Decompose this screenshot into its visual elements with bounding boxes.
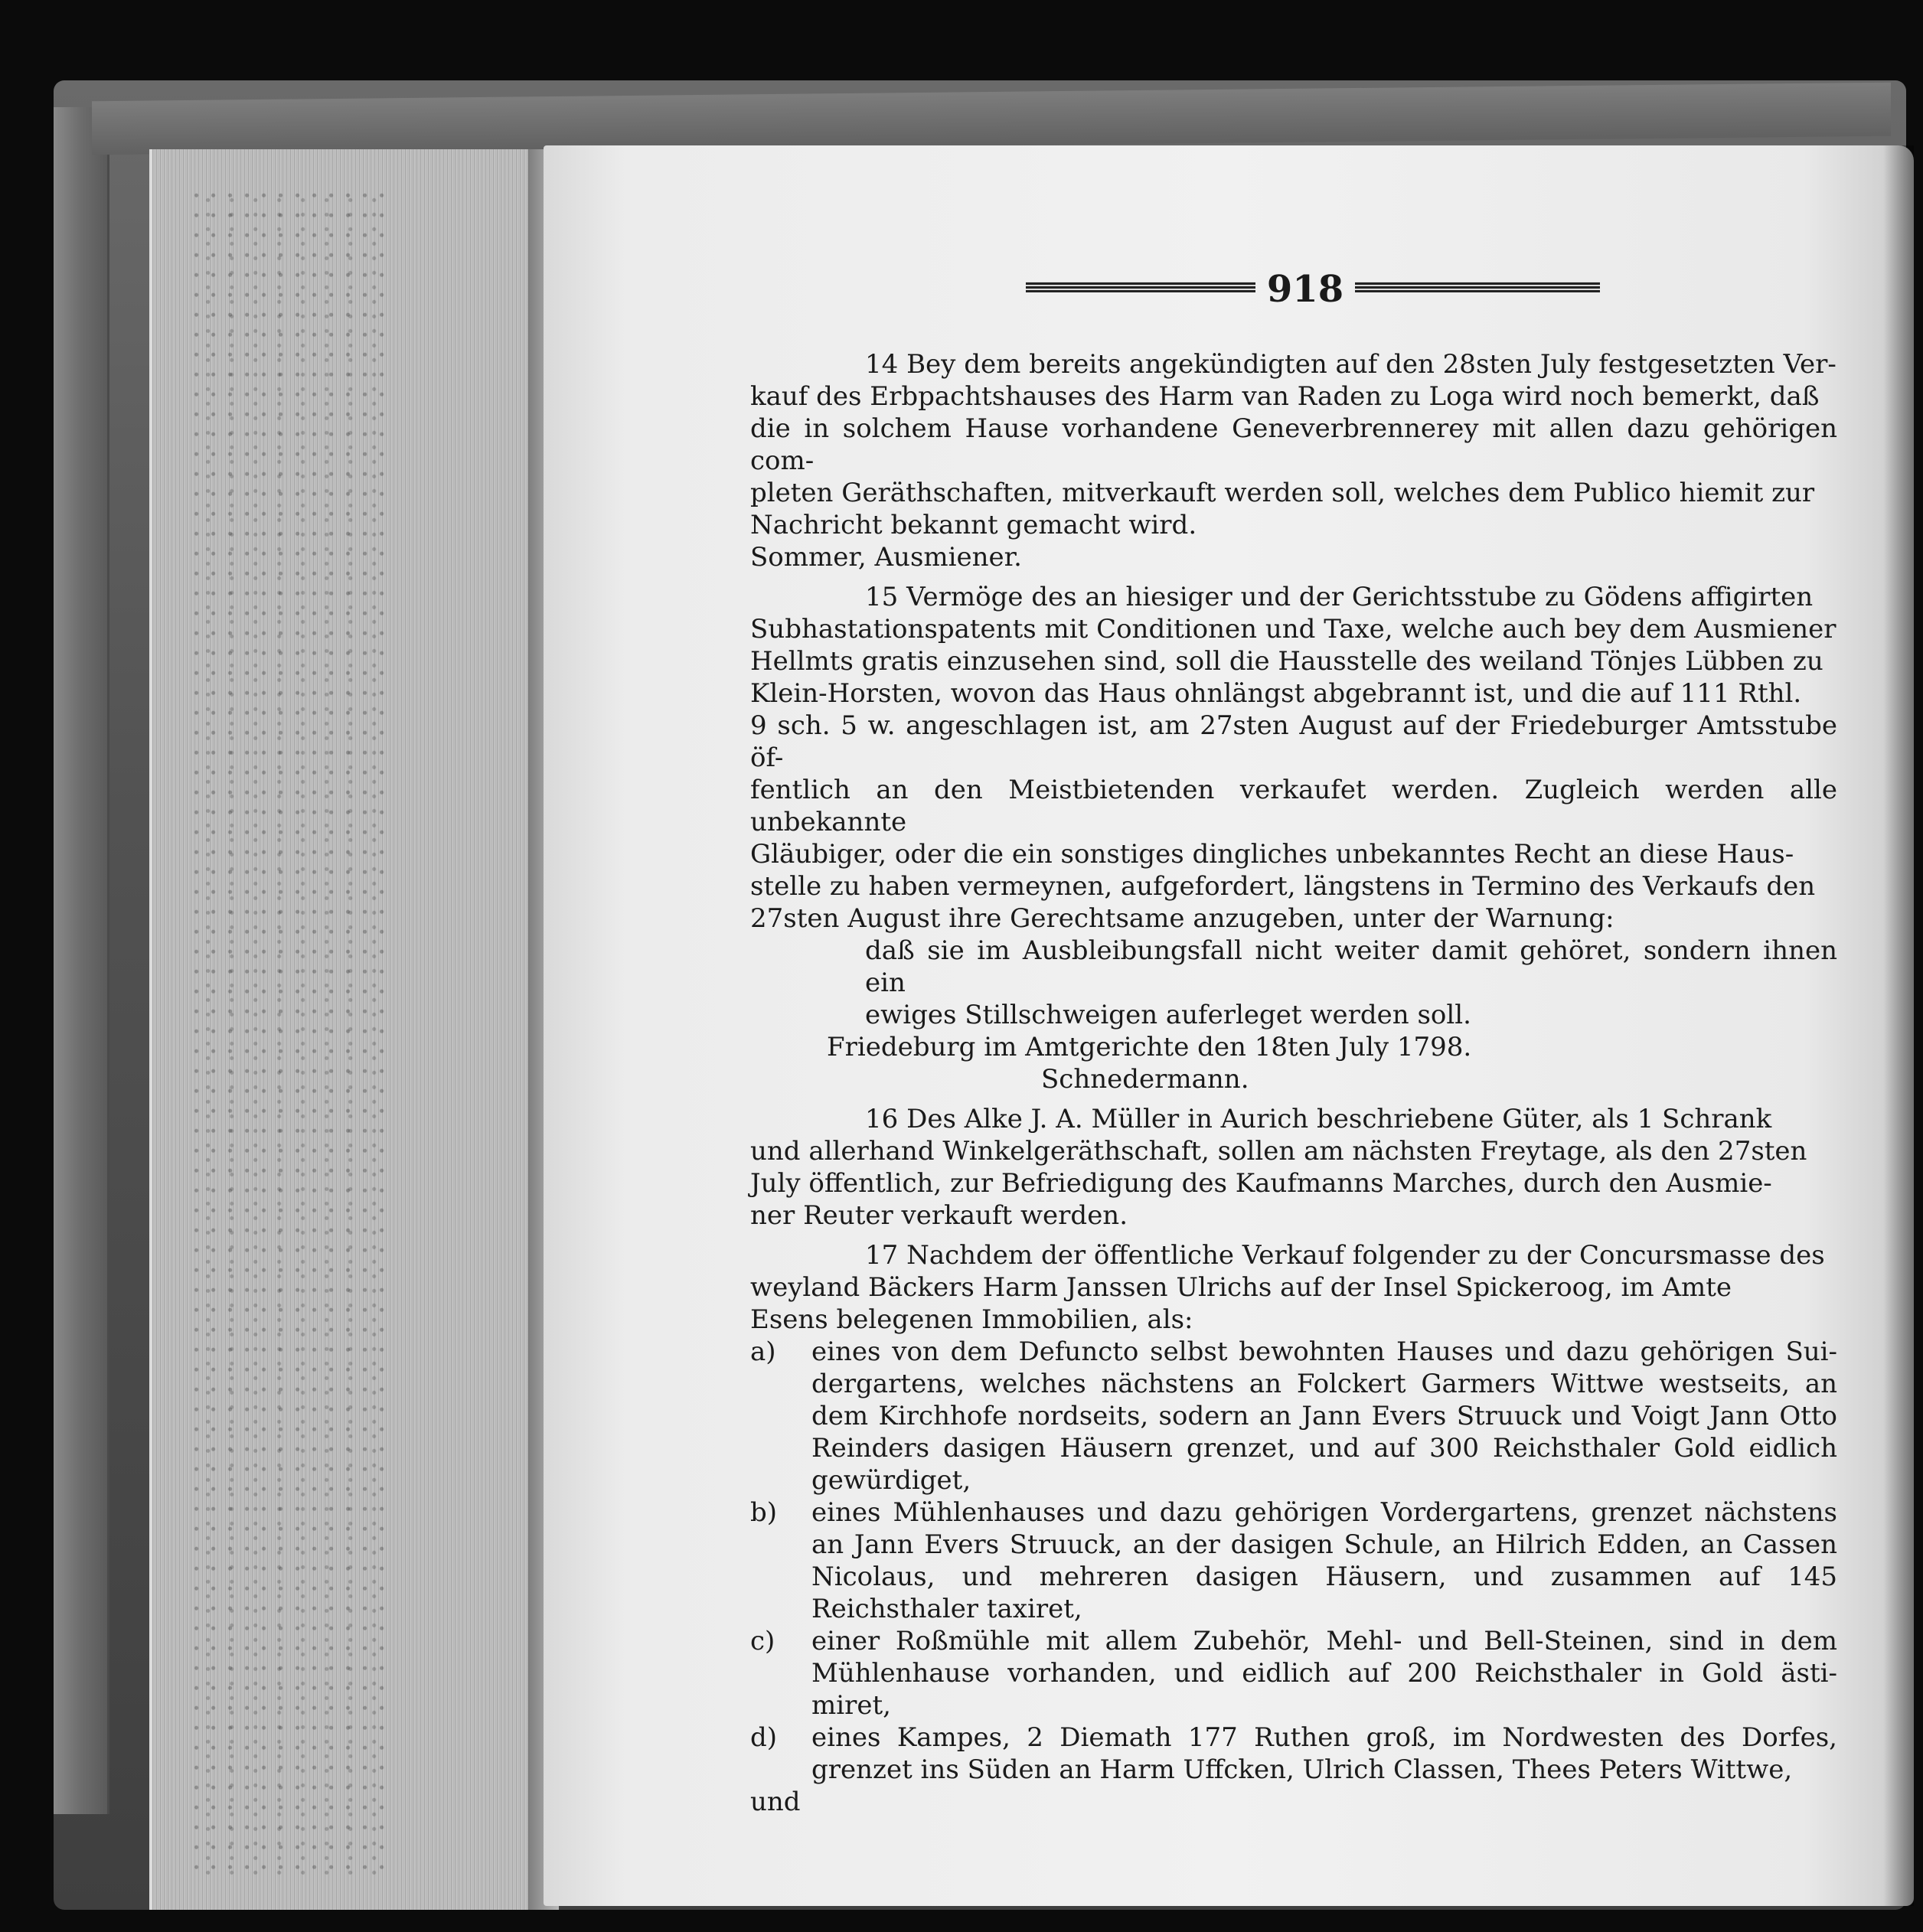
property-item-label: a) [750,1336,776,1367]
entry-line: weyland Bäckers Harm Janssen Ulrichs auf der Insel Spickeroog, im Amte [750,1272,1732,1303]
header-rule-left [1026,282,1255,292]
entry-line: Hellmts gratis einzusehen sind, soll die Hausstelle des weiland Tönjes Lübben zu [750,646,1823,677]
entry-line: July öffentlich, zur Befriedigung des Kaufmanns Marches, durch den Ausmie- [750,1168,1772,1199]
entry-line: stelle zu haben vermeynen, aufgefordert, längstens in Termino des Verkaufs den [750,871,1816,902]
book-spine-edge [54,107,109,1814]
notice-entry-17 [750,1239,1837,1818]
entry-line: pleten Geräthschaften, mitverkauft werden soll, welches dem Publico hiemit zur [750,478,1815,508]
page-number: 918 [1266,268,1344,311]
notice-entry-14 [750,348,1837,573]
entry-line: Klein-Horsten, wovon das Haus ohnlängst abgebrannt ist, und die auf 111 Rthl. [750,678,1802,709]
entry-line: 14 Bey dem bereits angekündigten auf den 28sten July festgesetzten Ver- [865,349,1836,380]
property-item [750,1722,1837,1786]
entry-line: 17 Nachdem der öffentliche Verkauf folgender zu der Concursmasse des [865,1240,1825,1271]
page-block-speckle [191,191,390,1875]
entry-line: kauf des Erbpachtshauses des Harm van Raden zu Loga wird noch bemerkt, daß [750,381,1820,412]
entry-line: Subhastationspatents mit Conditionen und Taxe, welche auch bey dem Ausmiener [750,614,1836,645]
entry-line: und allerhand Winkelgeräthschaft, sollen am nächsten Freytage, als den 27sten [750,1136,1807,1167]
property-item [750,1625,1837,1722]
property-item-label: c) [750,1626,775,1656]
property-item [750,1496,1837,1625]
entry-line: die in solchem Hause vorhandene Geneverbrennerey mit allen dazu gehörigen com- [750,413,1837,476]
entry-line: fentlich an den Meistbietenden verkaufet werden. Zugleich werden alle unbekannte [750,775,1837,837]
entry-line: Nachricht bekannt gemacht wird. [750,510,1197,540]
entry-line: 16 Des Alke J. A. Müller in Aurich beschriebene Güter, als 1 Schrank [865,1104,1772,1134]
catchword: und [750,1787,801,1817]
warning-block [750,935,1837,1031]
warning-line: daß sie im Ausbleibungsfall nicht weiter damit gehöret, sondern ihnen ein [865,935,1837,998]
entry-line: 9 sch. 5 w. angeschlagen ist, am 27sten August auf der Friedeburger Amtsstube öf- [750,710,1837,773]
entry-line: Gläubiger, oder die ein sonstiges dingliches unbekanntes Recht an diese Haus- [750,839,1794,870]
entry-dateline: Friedeburg im Amtgerichte den 18ten July 1798. [827,1032,1472,1062]
property-item-text: eines von dem Defuncto selbst bewohnten Hauses und dazu gehörigen Sui- dergartens, welches nächstens an Folckert Garmers Wittwe westseits, an dem Kirchhofe nordseits, sodern an Jann Evers Struuck und Voigt Jann Otto Reinders dasigen Häusern grenzet, und auf 300 Reichsthaler Gold eidlich gewürdiget, [811,1336,1837,1496]
entry-line: ner Reuter verkauft werden. [750,1200,1128,1231]
page-header [1026,268,1600,311]
entry-line: 27sten August ihre Gerechtsame anzugeben, unter der Warnung: [750,903,1614,934]
property-item [750,1336,1837,1496]
property-item-label: b) [750,1497,778,1528]
notice-entry-16 [750,1103,1837,1232]
page-edge-shadow [1883,145,1914,1906]
header-rule-right [1355,282,1600,292]
property-item-text: eines Mühlenhauses und dazu gehörigen Vordergartens, grenzet nächstens an Jann Evers Struuck, an der dasigen Schule, an Hilrich Edden, an Cassen Nicolaus, und mehreren dasigen Häusern, und zusammen auf 145 Reichsthaler taxiret, [811,1497,1837,1624]
entry-line: Esens belegenen Immobilien, als: [750,1304,1193,1335]
entry-line: 15 Vermöge des an hiesiger und der Gerichtsstube zu Gödens affigirten [865,582,1814,612]
property-item-text: eines Kampes, 2 Diemath 177 Ruthen groß, im Nordwesten des Dorfes, grenzet ins Süden an Harm Uffcken, Ulrich Classen, Thees Peters Wittwe, [811,1722,1837,1785]
entry-signature: Schnedermann. [1041,1064,1249,1095]
property-item-label: d) [750,1722,778,1753]
page-body [750,348,1837,1826]
warning-line: ewiges Stillschweigen auferleget werden soll. [865,1000,1471,1030]
property-item-text: einer Roßmühle mit allem Zubehör, Mehl- und Bell-Steinen, sind in dem Mühlenhause vorhanden, und eidlich auf 200 Reichsthaler in Gold ästi- miret, [811,1626,1837,1721]
notice-entry-15 [750,581,1837,1095]
entry-signature: Sommer, Ausmiener. [750,542,1022,573]
